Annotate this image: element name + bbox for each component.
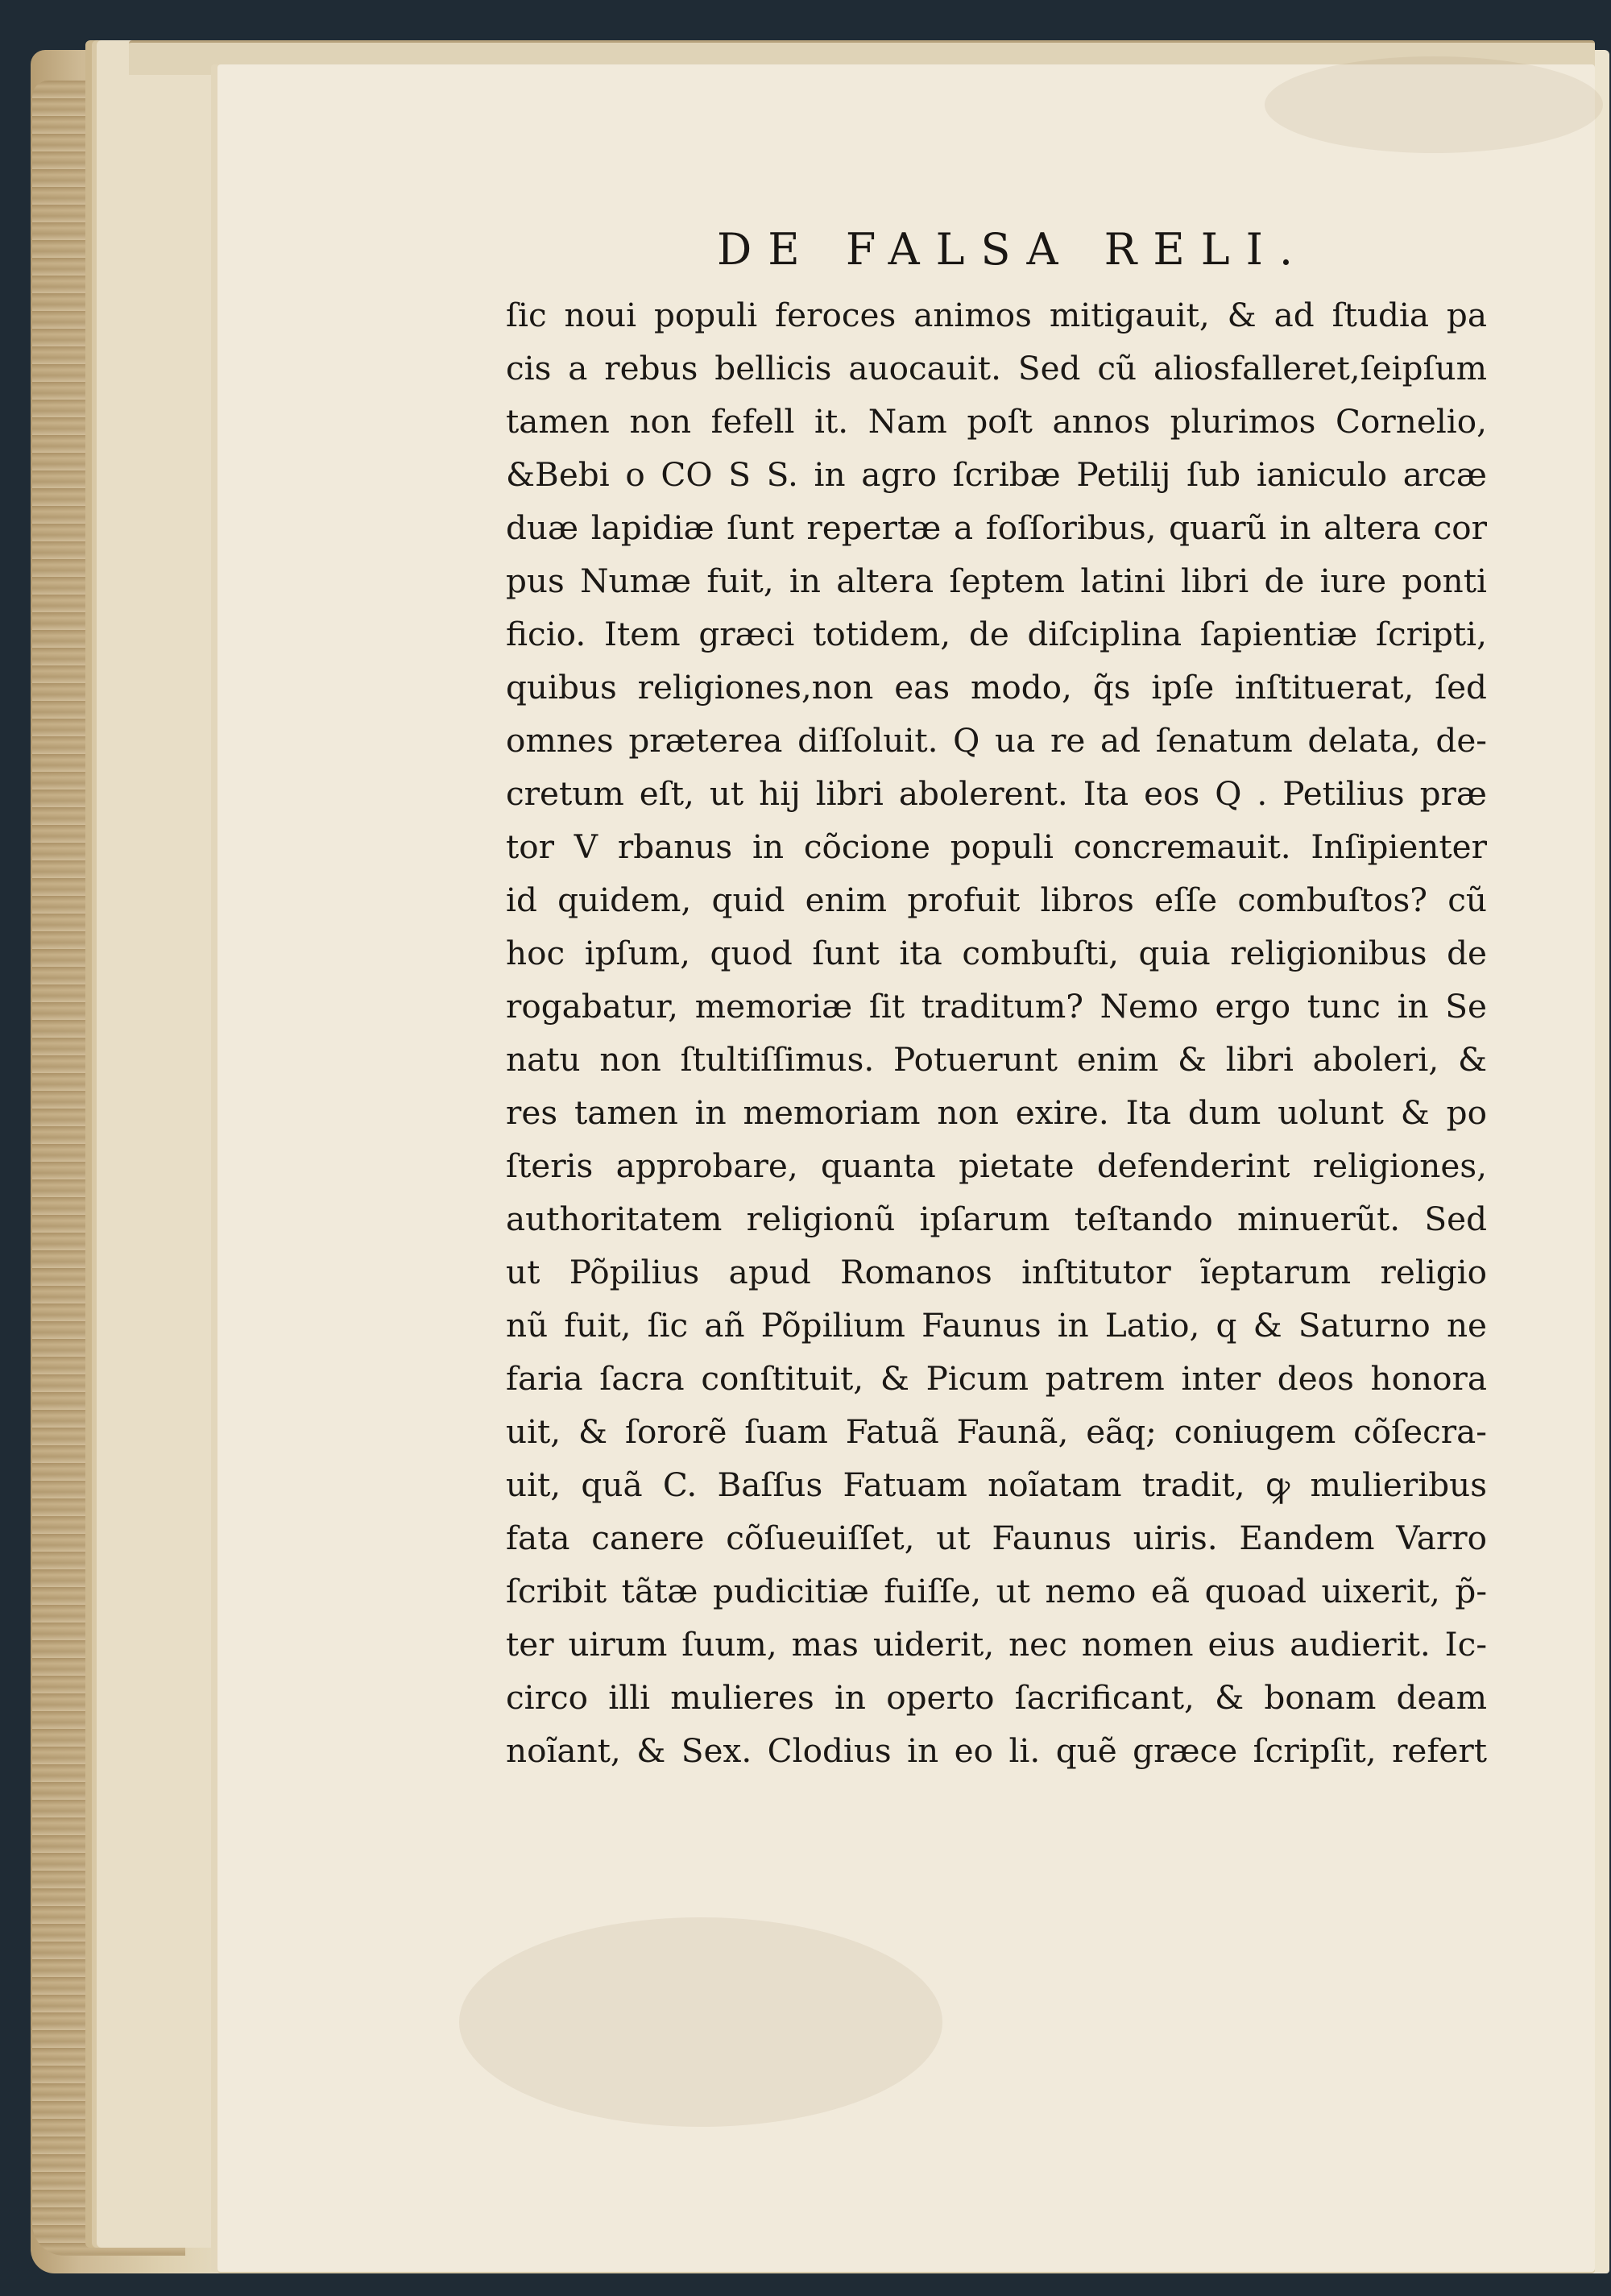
text-line: duæ lapidiæ ſunt repertæ a foſſoribus, quarũ in altera cor [506, 508, 1487, 547]
text-line: pus Numæ fuit, in altera ſeptem latini libri de iure ponti [506, 562, 1487, 600]
text-line: ficio. Item græci totidem, de diſciplina ſapientiæ ſcripti, [506, 615, 1487, 653]
text-line: uit, & ſororẽ ſuam Fatuã Faunã, eãq; coniugem cõſecra- [506, 1412, 1487, 1451]
text-line: tamen non fefell it. Nam poſt annos plurimos Cornelio, [506, 402, 1487, 441]
text-line: hoc ipſum, quod ſunt ita combuſti, quia religionibus de [506, 934, 1487, 972]
body-text [506, 288, 1487, 1777]
text-line: ſteris approbare, quanta pietate defenderint religiones, [506, 1146, 1487, 1185]
text-line: tor V rbanus in cõcione populi concremauit. Inſipienter [506, 827, 1487, 866]
text-line: nũ fuit, ſic añ Põpilium Faunus in Latio, q & Saturno ne [506, 1306, 1487, 1345]
text-line: faria ſacra conſtituit, & Picum patrem inter deos honora [506, 1359, 1487, 1398]
text-line: ter uirum ſuum, mas uiderit, nec nomen eius audierit. Ic- [506, 1625, 1487, 1664]
text-line: &Bebi o CO S S. in agro ſcribæ Petilij ſub ianiculo arcæ [506, 455, 1487, 494]
text-line: fata canere cõſueuiſſet, ut Faunus uiris. Eandem Varro [506, 1519, 1487, 1557]
text-line: quibus religiones,non eas modo, q̃s ipſe inſtituerat, ſed [506, 668, 1487, 707]
text-line: ſcribit tãtæ pudicitiæ fuiſſe, ut nemo eã quoad uixerit, p̃- [506, 1572, 1487, 1610]
text-line: res tamen in memoriam non exire. Ita dum uolunt & po [506, 1093, 1487, 1132]
text-line: natu non ſtultiſſimus. Potuerunt enim & libri aboleri, & [506, 1040, 1487, 1079]
text-line: ſic noui populi feroces animos mitigauit, & ad ſtudia pa [506, 296, 1487, 334]
paper-stain [1265, 56, 1603, 153]
text-line: rogabatur, memoriæ ſit traditum? Nemo ergo tunc in Se [506, 987, 1487, 1026]
text-line: omnes præterea diſſoluit. Q ua re ad ſenatum delata, de- [506, 721, 1487, 760]
text-line: cis a rebus bellicis auocauit. Sed cũ aliosfalleret,ſeipſum [506, 349, 1487, 388]
paper-stain [459, 1917, 942, 2127]
text-line: circo illi mulieres in operto ſacrificant, & bonam deam [506, 1678, 1487, 1717]
text-line: authoritatem religionũ ipſarum teſtando minuerũt. Sed [506, 1200, 1487, 1238]
text-line: cretum eſt, ut hij libri abolerent. Ita eos Q . Petilius præ [506, 774, 1487, 813]
text-line: id quidem, quid enim profuit libros eſſe combuſtos? cũ [506, 881, 1487, 919]
text-line: ut Põpilius apud Romanos inſtitutor ĩeptarum religio [506, 1253, 1487, 1291]
text-line: uit, quã C. Baſſus Fatuam noĩatam tradit, ꝙ mulieribus [506, 1465, 1487, 1504]
running-head: DE FALSA RELI. [717, 224, 1310, 275]
text-line: noĩant, & Sex. Clodius in eo li. quẽ græce ſcripſit, refert [506, 1731, 1487, 1770]
